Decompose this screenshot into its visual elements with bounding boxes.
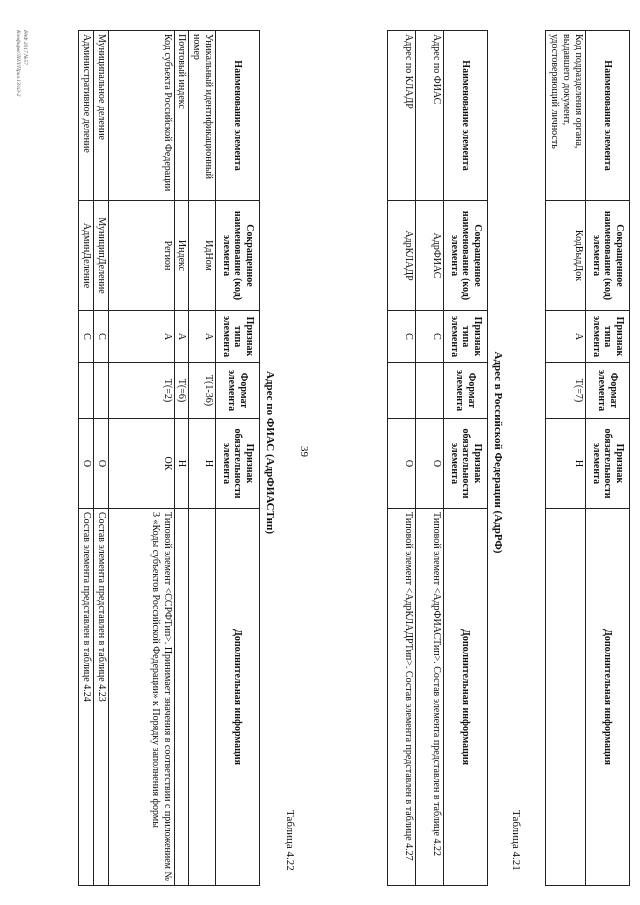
cell-required: О bbox=[388, 419, 416, 509]
cell-required: О bbox=[93, 419, 108, 509]
header-format: Формат элемента bbox=[586, 363, 630, 419]
cell-type: С bbox=[79, 311, 94, 363]
table-row bbox=[416, 31, 444, 886]
cell-type: С bbox=[416, 311, 444, 363]
header-name: Наименование элемента bbox=[444, 31, 488, 201]
header-info: Дополнительная информация bbox=[444, 509, 488, 886]
cell-name: Уникальный идентификационный номер bbox=[189, 31, 216, 201]
table-row bbox=[79, 31, 94, 886]
header-code: Сокращенное наименование (код) элемента bbox=[586, 201, 630, 311]
header-name: Наименование элемента bbox=[586, 31, 630, 201]
footer-stamp bbox=[14, 30, 28, 96]
cell-format: Т(=6) bbox=[174, 363, 189, 419]
header-format: Формат элемента bbox=[216, 363, 260, 419]
cell-format bbox=[93, 363, 108, 419]
page-number: 39 bbox=[298, 446, 310, 457]
cell-required: О bbox=[79, 419, 94, 509]
cell-required: О bbox=[416, 419, 444, 509]
cell-format: Т(=2) bbox=[108, 363, 174, 419]
table-row bbox=[93, 31, 108, 886]
cell-type: А bbox=[174, 311, 189, 363]
cell-format bbox=[79, 363, 94, 419]
footer-line: Конфирм/ЛНЛ/Прил.13/а3-2 bbox=[14, 30, 21, 97]
table-continuation bbox=[545, 30, 630, 886]
cell-info bbox=[174, 509, 189, 886]
cell-info: Типовой элемент <АдрФИАСТип>. Состав элемента представлен в таблице 4.22 bbox=[416, 509, 444, 886]
cell-info: Состав элемента представлен в таблице 4.23 bbox=[93, 509, 108, 886]
table-label: Таблица 4.21 bbox=[510, 810, 522, 871]
cell-required: Н bbox=[189, 419, 216, 509]
table-row bbox=[108, 31, 174, 886]
cell-type: А bbox=[108, 311, 174, 363]
cell-code: КодВыдДок bbox=[546, 201, 586, 311]
cell-required: Н bbox=[174, 419, 189, 509]
cell-format: Т(=7) bbox=[546, 363, 586, 419]
cell-code: Регион bbox=[108, 201, 174, 311]
cell-info bbox=[546, 509, 586, 886]
header-info: Дополнительная информация bbox=[586, 509, 630, 886]
cell-format bbox=[416, 363, 444, 419]
table-row bbox=[388, 31, 416, 886]
cell-info: Типовой элемент <ССРФТип>. Принимает значения в соответствии с приложением № 3 «Коды субъектов Российской Федерации» к Порядку заполнения формы bbox=[108, 509, 174, 886]
header-info: Дополнительная информация bbox=[216, 509, 260, 886]
cell-name: Административное деление bbox=[79, 31, 94, 201]
table-row bbox=[546, 31, 586, 886]
cell-format: Т(1-36) bbox=[189, 363, 216, 419]
cell-name: Муниципальное деление bbox=[93, 31, 108, 201]
cell-type: С bbox=[93, 311, 108, 363]
table-4-22 bbox=[78, 30, 260, 886]
header-code: Сокращенное наименование (код) элемента bbox=[216, 201, 260, 311]
cell-format bbox=[388, 363, 416, 419]
table-label: Таблица 4.22 bbox=[284, 810, 296, 871]
header-type: Признак типа элемента bbox=[444, 311, 488, 363]
cell-name: Адрес по ФИАС bbox=[416, 31, 444, 201]
table-title: Адрес по ФИАС (АдрФИАСТип) bbox=[264, 371, 276, 534]
cell-code: ИдНом bbox=[189, 201, 216, 311]
cell-required: Н bbox=[546, 419, 586, 509]
cell-info: Состав элемента представлен в таблице 4.24 bbox=[79, 509, 94, 886]
header-required: Признак обязательности элемента bbox=[444, 419, 488, 509]
table-4-21 bbox=[387, 30, 488, 886]
header-name: Наименование элемента bbox=[216, 31, 260, 201]
table-row bbox=[174, 31, 189, 886]
cell-name: Адрес по КЛАДР bbox=[388, 31, 416, 201]
cell-info bbox=[189, 509, 216, 886]
header-required: Признак обязательности элемента bbox=[586, 419, 630, 509]
cell-name: Почтовый индекс bbox=[174, 31, 189, 201]
cell-info: Типовой элемент <АдрКЛАДРТип>. Состав элемента представлен в таблице 4.27 bbox=[388, 509, 416, 886]
cell-required: ОК bbox=[108, 419, 174, 509]
cell-code: АдрКЛАДР bbox=[388, 201, 416, 311]
header-type: Признак типа элемента bbox=[216, 311, 260, 363]
cell-code: АдрФИАС bbox=[416, 201, 444, 311]
cell-code: Индекс bbox=[174, 201, 189, 311]
cell-code: МуниципДеление bbox=[93, 201, 108, 311]
table-title: Адрес в Российской Федерации (АдрРФ) bbox=[492, 351, 504, 554]
cell-type: А bbox=[546, 311, 586, 363]
table-row bbox=[189, 31, 216, 886]
cell-type: А bbox=[189, 311, 216, 363]
cell-type: С bbox=[388, 311, 416, 363]
cell-name: Код субъекта Российской Федерации bbox=[108, 31, 174, 201]
header-required: Признак обязательности элемента bbox=[216, 419, 260, 509]
header-type: Признак типа элемента bbox=[586, 311, 630, 363]
cell-name: Код подразделения органа, выдавшего документ, удостоверяющий личность bbox=[546, 31, 586, 201]
header-format: Формат элемента bbox=[444, 363, 488, 419]
footer-line: РАФ 2017 №57 bbox=[22, 30, 28, 65]
header-code: Сокращенное наименование (код) элемента bbox=[444, 201, 488, 311]
cell-code: АдминДеление bbox=[79, 201, 94, 311]
